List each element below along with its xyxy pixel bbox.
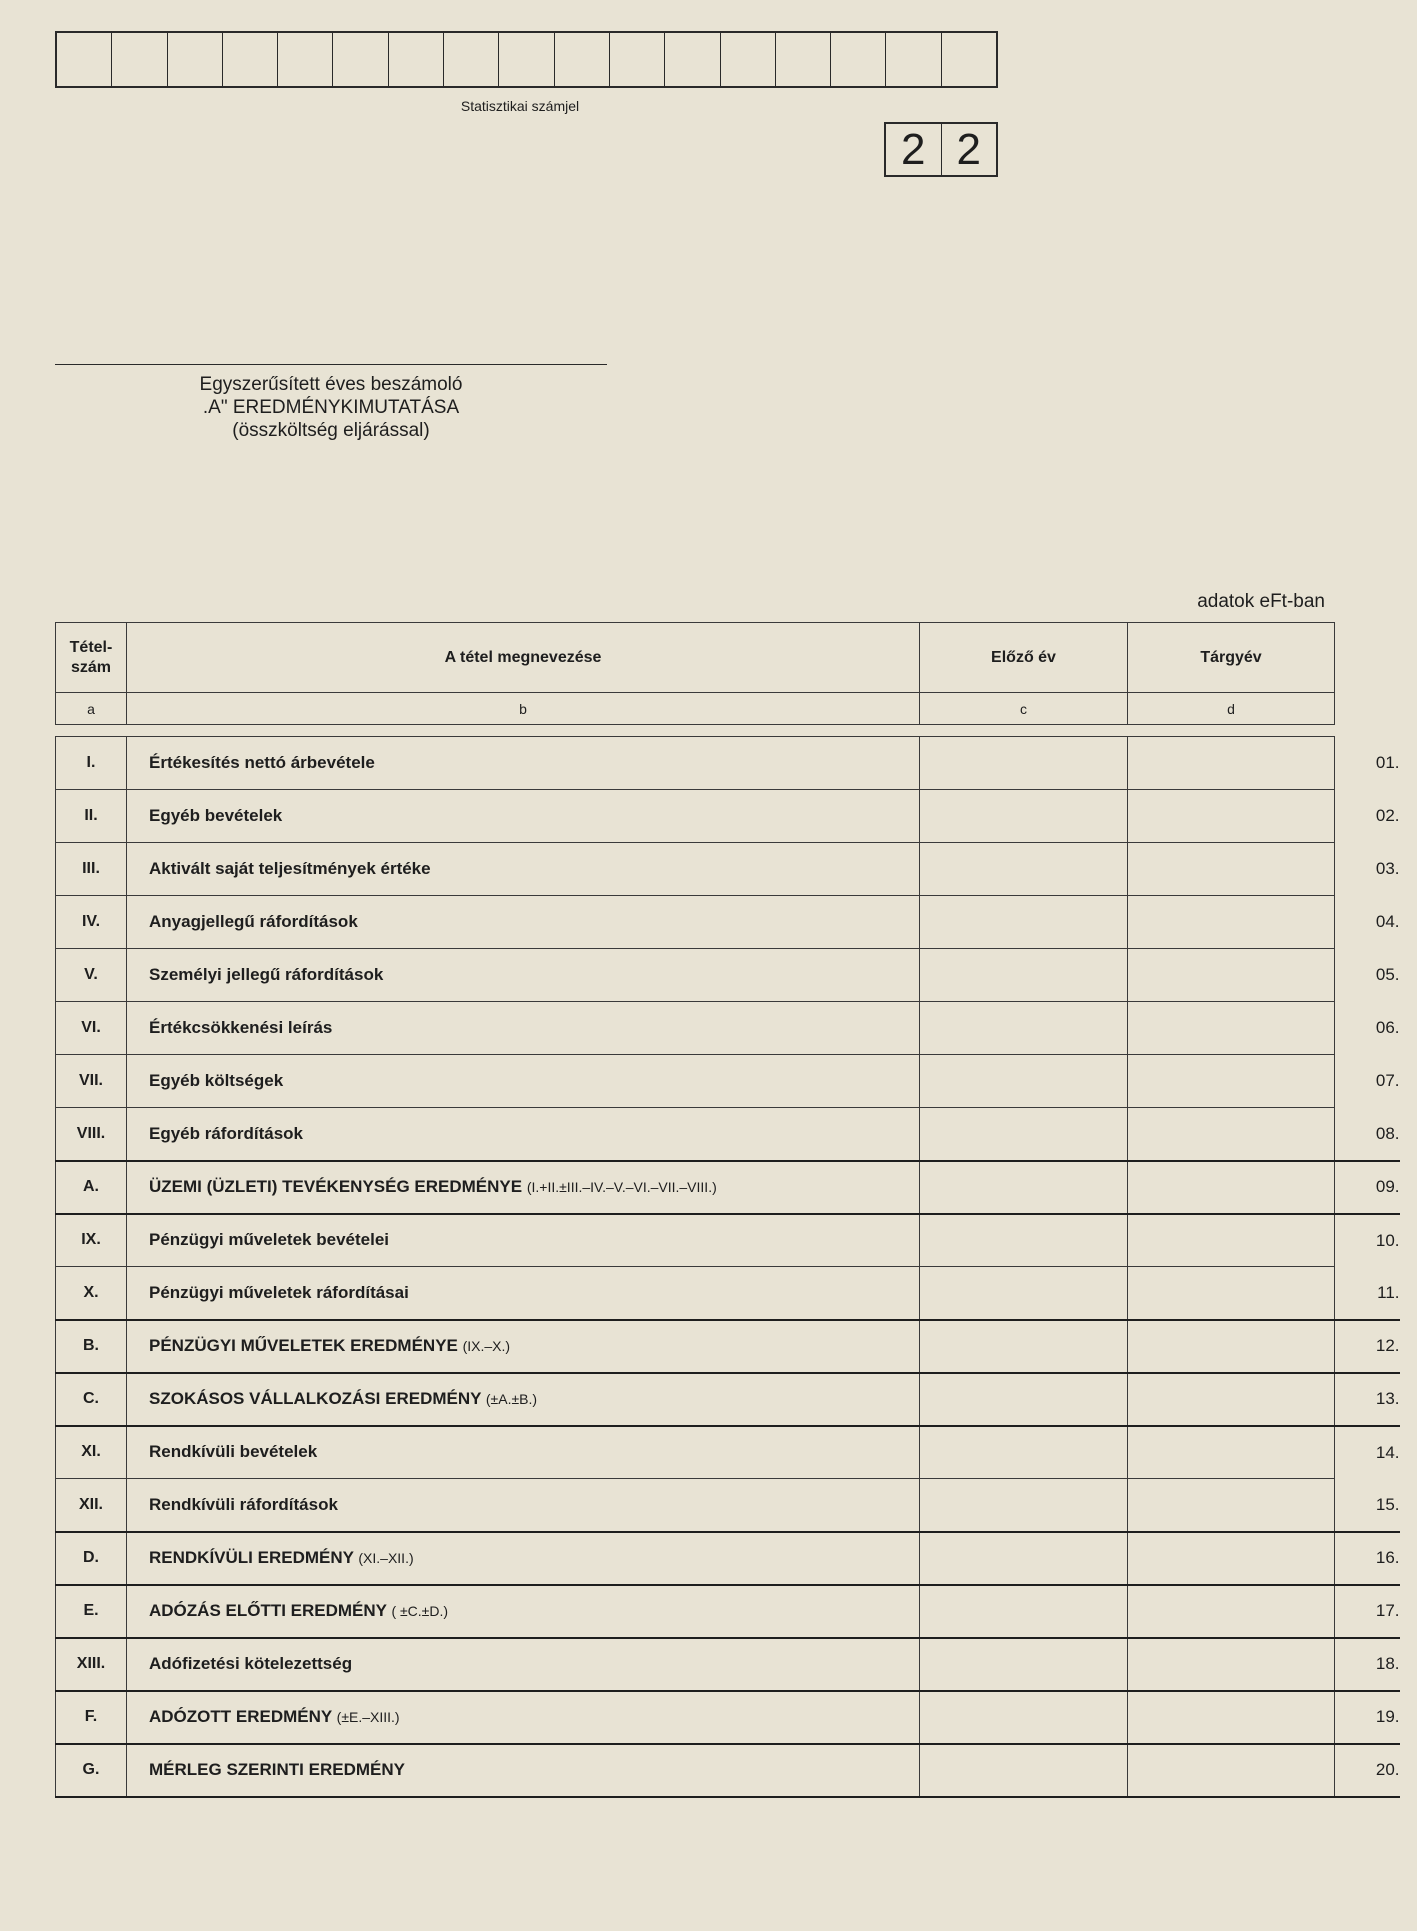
current-year-value[interactable] xyxy=(1128,1320,1335,1373)
previous-year-value[interactable] xyxy=(920,1108,1128,1161)
row-code: 11. xyxy=(1377,1282,1400,1302)
item-name xyxy=(127,1055,920,1108)
table-row xyxy=(56,1267,1400,1320)
row-code: 07. xyxy=(1375,1071,1400,1090)
current-year-value[interactable] xyxy=(1128,1691,1335,1744)
item-name-text: SZOKÁSOS VÁLLALKOZÁSI EREDMÉNY xyxy=(149,1389,482,1408)
item-name xyxy=(127,1532,920,1585)
previous-year-value[interactable] xyxy=(920,1002,1128,1055)
current-year-value[interactable] xyxy=(1128,790,1335,843)
digit-box[interactable] xyxy=(886,33,941,86)
current-year-value[interactable] xyxy=(1128,1426,1335,1479)
row-code: 03. xyxy=(1375,859,1400,878)
row-code: 19. xyxy=(1335,1691,1400,1744)
item-name xyxy=(127,790,920,843)
title-line-3: (összköltség eljárással) xyxy=(232,420,430,441)
item-number: I. xyxy=(56,737,127,790)
table-header-row xyxy=(56,623,1400,693)
row-code: 16. xyxy=(1335,1532,1400,1585)
item-name-text: MÉRLEG SZERINTI EREDMÉNY xyxy=(149,1760,405,1779)
item-name-text: RENDKÍVÜLI EREDMÉNY xyxy=(149,1548,354,1567)
header-current-year: Tárgyév xyxy=(1128,623,1335,693)
item-name-text: ADÓZOTT EREDMÉNY xyxy=(149,1707,332,1726)
previous-year-value[interactable] xyxy=(920,1426,1128,1479)
current-year-value[interactable] xyxy=(1128,1002,1335,1055)
table-row xyxy=(56,790,1400,843)
item-number: F. xyxy=(56,1691,127,1744)
table-row xyxy=(56,896,1400,949)
item-formula: (IX.–X.) xyxy=(462,1338,511,1354)
item-number: VIII. xyxy=(56,1108,127,1161)
current-year-value[interactable] xyxy=(1128,1161,1335,1214)
current-year-value[interactable] xyxy=(1128,1108,1335,1161)
item-name-text: Egyéb bevételek xyxy=(149,806,283,825)
digit-box[interactable] xyxy=(665,33,720,86)
column-letter: b xyxy=(127,693,920,725)
item-number: IX. xyxy=(56,1214,127,1267)
current-year-value[interactable] xyxy=(1128,1532,1335,1585)
digit-box[interactable] xyxy=(831,33,886,86)
item-number: X. xyxy=(56,1267,127,1320)
digit-box[interactable] xyxy=(610,33,665,86)
row-code: 18. xyxy=(1335,1638,1400,1691)
table-row xyxy=(56,1055,1400,1108)
item-name-text: Egyéb költségek xyxy=(149,1071,284,1090)
previous-year-value[interactable] xyxy=(920,1585,1128,1638)
table-spacer xyxy=(56,725,1400,737)
column-letter-row xyxy=(56,693,1400,725)
row-code: 14. xyxy=(1335,1426,1400,1479)
table-row xyxy=(56,737,1400,790)
table-row xyxy=(56,949,1400,1002)
table-row xyxy=(56,1638,1400,1691)
header-item-number: Tétel- szám xyxy=(56,623,127,693)
item-name xyxy=(127,1373,920,1426)
digit-box[interactable] xyxy=(499,33,554,86)
form-code-box xyxy=(884,122,998,177)
digit-box[interactable] xyxy=(942,33,996,86)
item-name xyxy=(127,1320,920,1373)
item-name-text: Rendkívüli bevételek xyxy=(149,1442,318,1462)
previous-year-value[interactable] xyxy=(920,1532,1128,1585)
row-code: 02. xyxy=(1375,806,1400,825)
form-code-digit: 2 xyxy=(886,124,942,175)
signature-line xyxy=(55,364,607,365)
item-name xyxy=(127,843,920,896)
previous-year-value[interactable] xyxy=(920,737,1128,790)
item-number: B. xyxy=(56,1320,127,1373)
item-number: II. xyxy=(56,790,127,843)
item-number: XII. xyxy=(56,1479,127,1532)
row-code: 06. xyxy=(1375,1018,1400,1037)
previous-year-value[interactable] xyxy=(920,1691,1128,1744)
item-name xyxy=(127,1426,920,1479)
row-code: 17. xyxy=(1335,1585,1400,1638)
item-name xyxy=(127,949,920,1002)
item-name-text: ÜZEMI (ÜZLETI) TEVÉKENYSÉG EREDMÉNYE xyxy=(149,1177,523,1196)
previous-year-value[interactable] xyxy=(920,1373,1128,1426)
table-row xyxy=(56,1479,1400,1532)
item-number: A. xyxy=(56,1161,127,1214)
current-year-value[interactable] xyxy=(1128,1479,1335,1532)
digit-box[interactable] xyxy=(223,33,278,86)
item-name-text: Anyagjellegű ráfordítások xyxy=(149,912,358,931)
item-formula: (±A.±B.) xyxy=(485,1391,538,1407)
digit-box[interactable] xyxy=(112,33,167,86)
digit-box[interactable] xyxy=(721,33,776,86)
table-row xyxy=(56,1373,1400,1426)
digit-box[interactable] xyxy=(57,33,112,86)
item-name-text: Rendkívüli ráfordítások xyxy=(149,1494,338,1514)
item-number: XIII. xyxy=(56,1638,127,1691)
previous-year-value[interactable] xyxy=(920,1214,1128,1267)
previous-year-value[interactable] xyxy=(920,790,1128,843)
current-year-value[interactable] xyxy=(1128,949,1335,1002)
table-row xyxy=(56,1585,1400,1638)
item-name xyxy=(127,1002,920,1055)
item-name-text: ADÓZÁS ELŐTTI EREDMÉNY xyxy=(149,1601,387,1620)
item-name xyxy=(127,1638,920,1691)
item-number: IV. xyxy=(56,896,127,949)
item-formula: ( ±C.±D.) xyxy=(391,1603,449,1619)
item-number: V. xyxy=(56,949,127,1002)
column-letter: a xyxy=(56,693,127,725)
column-letter: c xyxy=(920,693,1128,725)
statistical-number-boxes xyxy=(55,31,998,88)
item-name-text: Pénzügyi műveletek bevételei xyxy=(149,1230,389,1250)
document-title xyxy=(55,373,607,442)
item-name xyxy=(127,1214,920,1267)
previous-year-value[interactable] xyxy=(920,949,1128,1002)
row-code: 20. xyxy=(1335,1744,1400,1797)
row-code: 01. xyxy=(1375,753,1400,772)
item-name-text: Egyéb ráfordítások xyxy=(149,1123,303,1143)
previous-year-value[interactable] xyxy=(920,843,1128,896)
table-row xyxy=(56,1214,1400,1267)
current-year-value[interactable] xyxy=(1128,896,1335,949)
item-formula: (±E.–XIII.) xyxy=(336,1709,400,1725)
row-code: 08. xyxy=(1375,1123,1400,1143)
item-name xyxy=(127,1161,920,1214)
digit-box[interactable] xyxy=(444,33,499,86)
header-item-name: A tétel megnevezése xyxy=(127,623,920,693)
table-row xyxy=(56,1161,1400,1214)
current-year-value[interactable] xyxy=(1128,1585,1335,1638)
item-number: VII. xyxy=(56,1055,127,1108)
digit-box[interactable] xyxy=(278,33,333,86)
item-name-text: Értékcsökkenési leírás xyxy=(149,1018,333,1037)
table-row xyxy=(56,1320,1400,1373)
table-row xyxy=(56,1691,1400,1744)
item-name xyxy=(127,896,920,949)
table-row xyxy=(56,1532,1400,1585)
item-number: VI. xyxy=(56,1002,127,1055)
current-year-value[interactable] xyxy=(1128,1373,1335,1426)
item-name xyxy=(127,1744,920,1797)
item-name xyxy=(127,1585,920,1638)
table-row xyxy=(56,1744,1400,1797)
table-row xyxy=(56,843,1400,896)
income-statement-table xyxy=(55,622,1400,1798)
title-line-1: Egyszerűsített éves beszámoló xyxy=(199,374,463,395)
item-name-text: Személyi jellegű ráfordítások xyxy=(149,965,384,984)
row-code: 15. xyxy=(1375,1494,1400,1514)
digit-box[interactable] xyxy=(776,33,831,86)
item-formula: (I.+II.±III.–IV.–V.–VI.–VII.–VIII.) xyxy=(526,1179,717,1195)
item-name xyxy=(127,1479,920,1532)
previous-year-value[interactable] xyxy=(920,896,1128,949)
header-previous-year: Előző év xyxy=(920,623,1128,693)
current-year-value[interactable] xyxy=(1128,1055,1335,1108)
row-code: 12. xyxy=(1335,1320,1400,1373)
current-year-value[interactable] xyxy=(1128,843,1335,896)
current-year-value[interactable] xyxy=(1128,1744,1335,1797)
previous-year-value[interactable] xyxy=(920,1479,1128,1532)
form-code-digit: 2 xyxy=(956,124,981,174)
current-year-value[interactable] xyxy=(1128,1214,1335,1267)
item-name-text: Aktivált saját teljesítmények értéke xyxy=(149,859,431,878)
table-row xyxy=(56,1426,1400,1479)
item-number: C. xyxy=(56,1373,127,1426)
current-year-value[interactable] xyxy=(1128,1638,1335,1691)
previous-year-value[interactable] xyxy=(920,1055,1128,1108)
digit-box[interactable] xyxy=(389,33,444,86)
item-formula: (XI.–XII.) xyxy=(358,1550,414,1566)
statistical-number-label: Statisztikai számjel xyxy=(460,98,580,114)
row-code: 04. xyxy=(1375,912,1400,931)
previous-year-value[interactable] xyxy=(920,1267,1128,1320)
digit-box[interactable] xyxy=(555,33,610,86)
current-year-value[interactable] xyxy=(1128,737,1335,790)
item-name-text: Értékesítés nettó árbevétele xyxy=(149,753,375,772)
digit-box[interactable] xyxy=(168,33,223,86)
item-name xyxy=(127,1267,920,1320)
row-code: 10. xyxy=(1335,1214,1400,1267)
item-number: III. xyxy=(56,843,127,896)
table-row xyxy=(56,1108,1400,1161)
item-number: G. xyxy=(56,1744,127,1797)
column-letter: d xyxy=(1128,693,1335,725)
row-code: 05. xyxy=(1375,965,1400,984)
table-row xyxy=(56,1002,1400,1055)
row-code: 13. xyxy=(1335,1373,1400,1426)
item-number: D. xyxy=(56,1532,127,1585)
previous-year-value[interactable] xyxy=(920,1320,1128,1373)
item-name-text: Pénzügyi műveletek ráfordításai xyxy=(149,1282,409,1302)
item-name xyxy=(127,1691,920,1744)
title-line-2: .A" EREDMÉNYKIMUTATÁSA xyxy=(202,397,460,418)
previous-year-value[interactable] xyxy=(920,1161,1128,1214)
item-number: E. xyxy=(56,1585,127,1638)
row-code: 09. xyxy=(1335,1161,1400,1214)
item-name xyxy=(127,1108,920,1161)
item-name xyxy=(127,737,920,790)
previous-year-value[interactable] xyxy=(920,1744,1128,1797)
item-name-text: PÉNZÜGYI MŰVELETEK EREDMÉNYE xyxy=(149,1336,458,1355)
previous-year-value[interactable] xyxy=(920,1638,1128,1691)
item-name-text: Adófizetési kötelezettség xyxy=(149,1654,353,1673)
unit-note: adatok eFt-ban xyxy=(1197,591,1325,612)
current-year-value[interactable] xyxy=(1128,1267,1335,1320)
digit-box[interactable] xyxy=(333,33,388,86)
item-number: XI. xyxy=(56,1426,127,1479)
